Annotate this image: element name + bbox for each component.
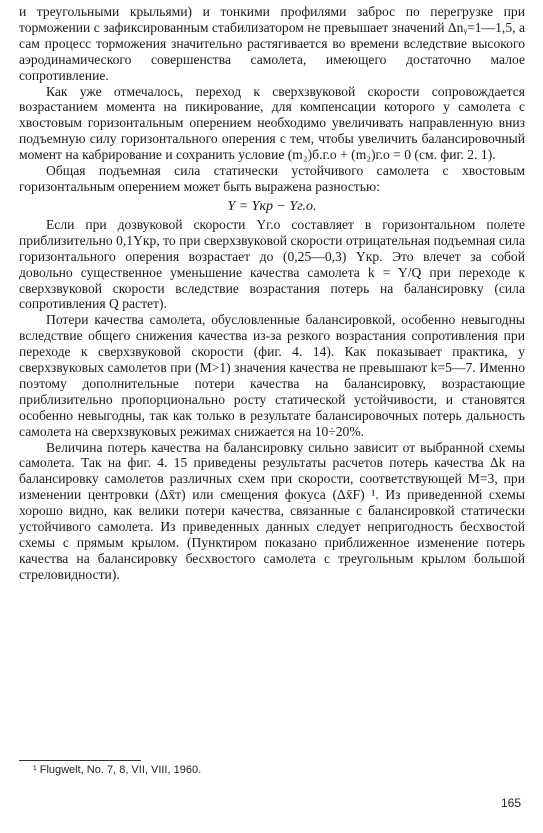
paragraph-2: Как уже отмечалось, переход к сверхзвуковой скорости сопровождается возрастанием момента на пикирование, для компенсации которого у самолета с хвостовым горизонтальным оперением необходимо увеличивать направленную вниз подъемную силу горизонтального оперения с тем, чтобы увеличить балансировочный момент на кабрирование и сохранить условие (m₂)б.г.о + (m₂)г.о = 0 (см. фиг. 2. 1). bbox=[19, 83, 525, 163]
paragraph-3: Общая подъемная сила статически устойчивого самолета с хвостовым горизонтальным оперением может быть выражена разностью: bbox=[19, 163, 525, 194]
paragraph-6: Величина потерь качества на балансировку сильно зависит от выбранной схемы самолета. Так на фиг. 4. 15 приведены результаты расчетов потерь качества Δk на балансировку самолетов различных схем при скорости, соответствующей M=3, при изменении центровки (Δx̄т) или смещения фокуса (Δx̄F) ¹. Из приведенной схемы хорошо видно, как велики потери качества, связанные с балансировкой статически устойчивого самолета. Из приведенных данных следует непригодность бесхвостой схемы с прямым крылом. (Пунктиром показано приближенное изменение потерь качества на балансировку бесхвостого самолета с треугольным крылом большой стреловидности). bbox=[19, 439, 525, 582]
page-number: 165 bbox=[500, 796, 521, 810]
paragraph-4: Если при дозвуковой скорости Yг.о составляет в горизонтальном полете приблизительно 0,1Yкр, то при сверхзвуковой скорости отрицательная подъемная сила горизонтального оперения возрастает до (0,25—0,3) Yкр. Это влечет за собой довольно существенное уменьшение качества самолета k = Y/Q при переходе к сверхзвуковой скорости вследствие возрастания потерь на балансировку (сила сопротивления Q растет). bbox=[19, 216, 525, 312]
footnote-divider bbox=[19, 760, 141, 761]
body-text bbox=[19, 4, 525, 583]
lift-formula: Y = Yкр − Yг.о. bbox=[227, 198, 317, 214]
paragraph-5: Потери качества самолета, обусловленные балансировкой, особенно невыгодны вследствие общего снижения качества из-за резкого возрастания сопротивления при переходе к сверхзвуковой скорости (фиг. 4. 14). Как показывает практика, у сверхзвуковых самолетов при (M>1) значения качества не превышают k=5—7. Именно поэтому дополнительные потери качества на балансировку, возрастающие приблизительно пропорционально росту статической устойчивости, и становятся особенно невыгодны, так как только в результате балансировочных потерь дальность самолета на сверхзвуковых режимах снижается на 10÷20%. bbox=[19, 312, 525, 439]
footnote: ¹ Flugwelt, No. 7, 8, VII, VIII, 1960. bbox=[33, 764, 202, 776]
paragraph-1: и треугольными крыльями) и тонкими профилями заброс по перегрузке при торможении с зафиксированным стабилизатором не превышает значений Δnᵧ=1—1,5, а сам процесс торможения значительно растягивается во времени вследствие высокого аэродинамического совершенства самолета, имеющего достаточно малое сопротивление. bbox=[19, 4, 525, 83]
